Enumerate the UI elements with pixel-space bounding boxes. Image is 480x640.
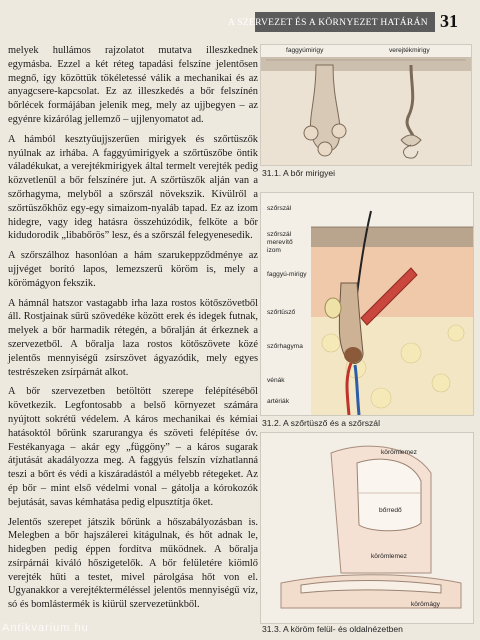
label-nail-plate-side: körömlemez: [371, 553, 407, 560]
watermark: Antikvarium.hu: [2, 622, 89, 634]
paragraph-3: A szőrszálhoz hasonlóan a hám szarukeppződménye az ujjvéget borító lapos, lemezszerű köröm is, mely a körömágyon fekszik.: [8, 250, 258, 289]
body-text-column: [8, 44, 258, 618]
fingernail-illustration: [261, 433, 473, 623]
label-sebaceous-gland-2: faggyú-mirigy: [267, 271, 307, 278]
label-sweat-gland: verejtékmirigy: [389, 47, 430, 54]
label-nail-fold: bőrredő: [379, 507, 402, 514]
label-hair-shaft: szőrszál: [267, 205, 292, 212]
caption-figure-1: 31.1. A bőr mirigyei: [262, 168, 336, 178]
paragraph-5: A bőr szervezetben betöltött szerepe felépítéséből következik. Legfontosabb a belső környezet számára nyújtott sokrétű védelem. A káros mechanikai és kémiai hatásoktól bőrünk szarurangya és szöveti felépítése óv. Festékanyaga – akár egy „függöny” – a káros sugarak átjutását akadályozza meg. A faggyús felszín vízhatlanná teszi a bőrt és védi a kiszáradástól a mélyebb rétegeket. Az ép bőr – mint első védelmi vonal – gátolja a kórokozók bejutását, savas kémhatása pedig elpusztítja őket.: [8, 386, 258, 508]
label-hair-bulb: szőrhagyma: [267, 343, 303, 350]
paragraph-1: melyek hullámos rajzolatot mutatva illeszkednek egymásba. Ezzel a két réteg tapadási felszíne jelentősen megnő, így közöttük tökéletessé válik a mechanikai és az anyagcsere-kapcsolat. Ez az illeszkedés a bőr felszínén bőrlécek formájában jelenik meg, mely az ujjbegyen – az egyénre kizárólag jellemző – ujjlenyomatot ad.: [8, 45, 258, 125]
figure-fingernail: [260, 432, 474, 624]
label-arteries: artériák: [267, 398, 289, 405]
page-number: 31: [440, 11, 458, 31]
caption-figure-3: 31.3. A köröm felül- és oldalnézetben: [262, 624, 403, 634]
paragraph-4: A hámnál hatszor vastagabb irha laza rostos kötőszövetből áll. Rostjainak sűrű szövedéke között erek és idegek futnak, melyek a bőr harmadik rétegén, a bőralján át érkeznek a szervezetből. A bőralja laza rostos kötőszövete közé jelentős mennyiségű zsírszövet ágyazódik, mely egyes testrészeken zsírpárnát alkot.: [8, 297, 258, 378]
paragraph-2: A hámból kesztyűujjszerűen mirigyek és szőrtüszők nyúlnak az irhába. A faggyúmirigyek a szőrtüszőbe öntik váladékukat, a verejtékmirigyek által termelt verejték pedig közvetlenül a bőr felszínére jut. A szőrtüszők alján van a szőrhagyma, melyből a szőrszál növekszik. Kívülről a szőrtüszőkhöz egy-egy simaizom-nyaláb tapad. Ez az izom hidegre, vagy ideg hatásra összehúzódik, felköte a bőr kidudorodik „libabőrös” lesz, és a szőrszál felegyenesedik.: [8, 133, 258, 242]
figure-hair-follicle: [260, 192, 474, 416]
hair-follicle-illustration: [261, 193, 473, 415]
label-hair-follicle: szőrtüsző: [267, 309, 296, 316]
running-header: A SZERVEZET ÉS A KÖRNYEZET HATÁRÁN: [228, 18, 428, 28]
label-sebaceous-gland: faggyúmirigy: [286, 47, 324, 54]
label-nail-bed: körömágy: [411, 601, 440, 608]
label-veins: vénák: [267, 377, 285, 384]
label-arrector-muscle: szőrszál merevítő izom: [267, 231, 293, 254]
figure-skin-glands: [260, 44, 472, 166]
paragraph-6: Jelentős szerepet játszik bőrünk a hőszabályozásban is. Melegben a bőr hajszálerei kitágulnak, és hőt adnak le, hidegben pedig éppen fordítva működnek. A bőralja zsírpárnái kiváló hőszigetelők. A bőr felületére kiömlő verejték hűti a testet, mivel párolgása hőt von el. Ugyanakkor a verejtékterméléssel jelentős mennyiségű víz, só és bomlástermék is kiürül szervezetünkből.: [8, 516, 258, 611]
label-nail-plate: körömlemez: [381, 449, 417, 456]
caption-figure-2: 31.2. A szőrtüsző és a szőrszál: [262, 418, 380, 428]
skin-glands-illustration: [261, 45, 471, 165]
